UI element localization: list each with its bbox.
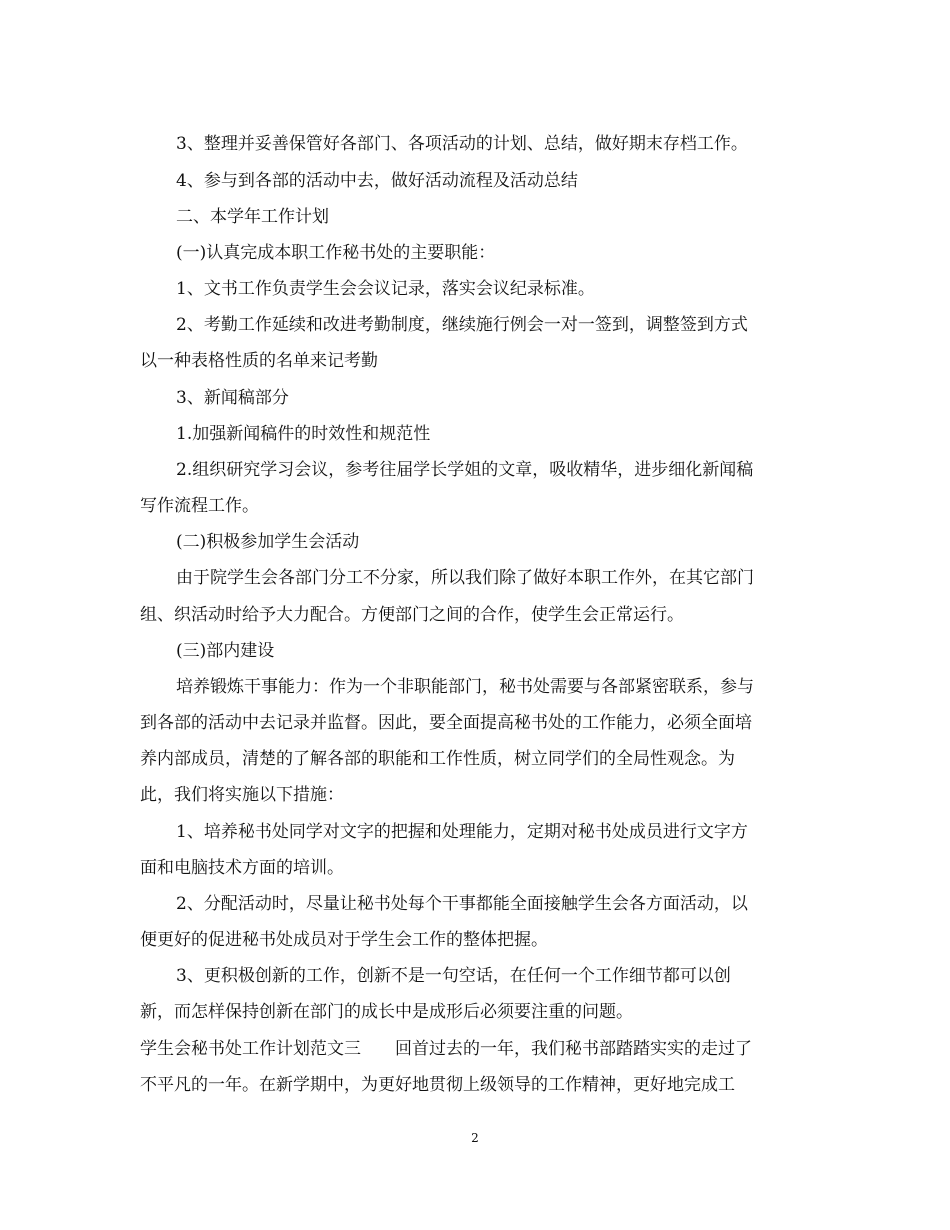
section-heading: 二、本学年工作计划: [176, 207, 329, 227]
text-line: 新，而怎样保持创新在部门的成长中是成形后必须要注重的问题。: [140, 1002, 633, 1022]
text-line: 2.组织研究学习会议，参考往届学长学姐的文章，吸收精华，进步细化新闻稿: [176, 460, 754, 480]
text-line: 3、整理并妥善保管好各部门、各项活动的计划、总结，做好期末存档工作。: [176, 134, 748, 154]
text-line: 由于院学生会各部门分工不分家，所以我们除了做好本职工作外，在其它部门: [176, 568, 754, 588]
text-line: 此，我们将实施以下措施：: [140, 785, 344, 805]
text-line: 1.加强新闻稿件的时效性和规范性: [176, 424, 431, 444]
page-number: 2: [471, 1131, 479, 1145]
text-line: 2、分配活动时，尽量让秘书处每个干事都能全面接触学生会各方面活动，以: [176, 894, 748, 914]
text-line: 不平凡的一年。在新学期中，为更好地贯彻上级领导的工作精神，更好地完成工: [140, 1075, 735, 1095]
text-line: 以一种表格性质的名单来记考勤: [140, 351, 378, 371]
text-line: 培养锻炼干事能力：作为一个非职能部门，秘书处需要与各部紧密联系，参与: [176, 677, 754, 697]
text-line: 面和电脑技术方面的培训。: [140, 858, 344, 878]
subsection-heading: (一)认真完成本职工作秘书处的主要职能：: [176, 243, 496, 263]
text-line: 1、文书工作负责学生会会议记录，落实会议纪录标准。: [176, 279, 595, 299]
subsection-heading: (二)积极参加学生会活动: [176, 532, 360, 552]
text-line: 3、新闻稿部分: [176, 388, 289, 408]
text-line: 到各部的活动中去记录并监督。因此，要全面提高秘书处的工作能力，必须全面培: [140, 713, 752, 733]
text-line: 3、更积极创新的工作，创新不是一句空话，在任何一个工作细节都可以创: [176, 966, 731, 986]
text-line: 组、织活动时给予大力配合。方便部门之间的合作，使学生会正常运行。: [140, 605, 684, 625]
text-line: 学生会秘书处工作计划范文三 回首过去的一年，我们秘书部踏踏实实的走过了: [140, 1039, 752, 1059]
text-line: 1、培养秘书处同学对文字的把握和处理能力，定期对秘书处成员进行文字方: [176, 822, 748, 842]
text-line: 4、参与到各部的活动中去，做好活动流程及活动总结: [176, 171, 578, 191]
text-line: 便更好的促进秘书处成员对于学生会工作的整体把握。: [140, 930, 548, 950]
text-line: 养内部成员，清楚的了解各部的职能和工作性质，树立同学们的全局性观念。为: [140, 749, 735, 769]
text-line: 写作流程工作。: [140, 496, 259, 516]
text-line: 2、考勤工作延续和改进考勤制度，继续施行例会一对一签到，调整签到方式: [176, 315, 748, 335]
subsection-heading: (三)部内建设: [176, 641, 275, 661]
